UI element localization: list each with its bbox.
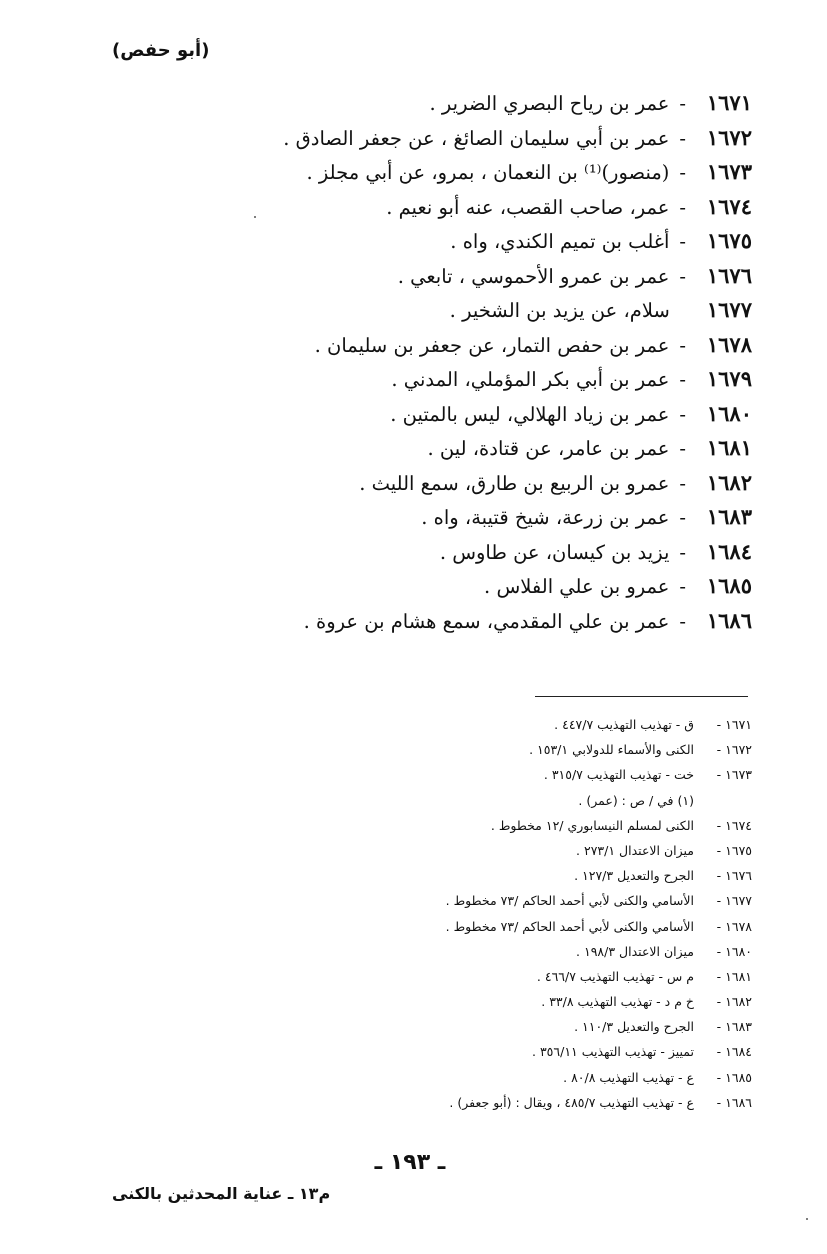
footnote-text: ميزان الاعتدال ١٩٨/٣ .	[576, 943, 694, 959]
entry-text: (منصور)⁽¹⁾ بن النعمان ، بمرو، عن أبي مجلز .	[306, 161, 670, 184]
entry-row	[192, 155, 752, 190]
entry-text: عمر بن حفص التمار، عن جعفر بن سليمان .	[314, 333, 670, 357]
entry-dash: -	[679, 230, 686, 253]
footnote-row	[282, 989, 752, 1014]
entry-dash: -	[679, 437, 686, 460]
entry-row	[192, 397, 752, 432]
entry-row	[192, 604, 752, 639]
footnote-text: ع - تهذيب التهذيب ٤٨٥/٧ ، ويقال : (أبو جعفر) .	[449, 1094, 694, 1110]
footnote-text: ميزان الاعتدال ٢٧٣/١ .	[576, 842, 694, 858]
footnote-text: الكنى لمسلم النيسابوري /١٢ مخطوط .	[490, 817, 694, 833]
footnote-text: خت - تهذيب التهذيب ٣١٥/٧ .	[543, 767, 694, 783]
entry-dash: -	[679, 402, 686, 426]
footnote-number: ١٦٧٦ -	[716, 868, 752, 884]
entry-row	[192, 86, 752, 121]
page-footer: م١٣ ـ عناية المحدثين بالكنى	[112, 1184, 331, 1203]
footnote-text: الجرح والتعديل ١١٠/٣ .	[574, 1019, 694, 1035]
footnote-row	[282, 1039, 752, 1064]
footnote-number: ١٦٧٧ -	[716, 893, 752, 909]
entry-text: عمر بن علي المقدمي، سمع هشام بن عروة .	[303, 609, 670, 633]
entry-dash	[680, 294, 686, 329]
footnote-divider	[535, 696, 748, 697]
entry-number: ١٦٧٤	[706, 193, 752, 219]
footnote-row	[282, 964, 752, 989]
footnote-row	[282, 863, 752, 888]
entry-number: ١٦٧٧	[706, 297, 752, 322]
footnote-number: ١٦٧٨ -	[716, 918, 752, 934]
entry-row	[192, 500, 752, 535]
entry-text: عمر بن أبي بكر المؤملي، المدني .	[391, 368, 670, 391]
footnotes-list	[282, 712, 752, 1115]
footnote-text: (١) في / ص : (عمر) .	[578, 792, 694, 808]
entry-number: ١٦٧٨	[706, 331, 752, 357]
footnote-text: الأسامي والكنى لأبي أحمد الحاكم /٧٣ مخطوط .	[445, 918, 694, 934]
footnote-number: ١٦٨٢ -	[716, 994, 752, 1010]
entry-row	[192, 293, 752, 328]
entry-dash: -	[679, 609, 686, 633]
entry-number: ١٦٨٤	[706, 538, 752, 564]
entry-row	[192, 224, 752, 259]
entry-text: عمر بن رياح البصري الضرير .	[429, 92, 670, 115]
entry-text: يزيد بن كيسان، عن طاوس .	[439, 540, 670, 564]
footnote-number: ١٦٧٣ -	[716, 767, 752, 783]
entry-text: عمرو بن علي الفلاس .	[484, 575, 670, 598]
footnote-number: ١٦٧١ -	[716, 717, 752, 732]
entry-number: ١٦٧٥	[706, 228, 752, 253]
entry-row	[192, 259, 752, 294]
footnote-text: ق - تهذيب التهذيب ٤٤٧/٧ .	[554, 717, 694, 732]
footnote-row	[282, 1065, 752, 1090]
entry-dash: -	[679, 333, 686, 357]
entry-number: ١٦٧٢	[706, 124, 752, 150]
entry-row	[192, 362, 752, 397]
footnote-row	[282, 788, 752, 813]
footnote-row	[282, 838, 752, 863]
entry-number: ١٦٧١	[706, 90, 752, 115]
entry-text: عمر بن عمرو الأحموسي ، تابعي .	[397, 264, 670, 288]
entry-number: ١٦٧٦	[706, 262, 752, 288]
entry-number: ١٦٨٠	[706, 400, 752, 426]
footnote-number: ١٦٧٤ -	[716, 817, 752, 833]
footnote-row	[282, 914, 752, 939]
footnote-number: ١٦٨٥ -	[716, 1069, 752, 1085]
entry-dash: -	[679, 575, 686, 598]
entry-text: أغلب بن تميم الكندي، واه .	[450, 230, 670, 253]
entry-text: عمرو بن الربيع بن طارق، سمع الليث .	[359, 471, 670, 495]
footnote-number: ١٦٨٤ -	[716, 1044, 752, 1060]
entry-number: ١٦٨٦	[706, 607, 752, 633]
scan-speck	[254, 216, 256, 218]
footnote-row	[282, 1014, 752, 1039]
footnote-number: ١٦٧٢ -	[716, 742, 752, 758]
entry-row	[192, 431, 752, 466]
scan-speck	[806, 1218, 808, 1220]
footnote-number: ١٦٨٦ -	[716, 1094, 752, 1110]
footnote-row	[282, 712, 752, 737]
entry-number: ١٦٨٢	[706, 469, 752, 495]
footnote-row	[282, 1090, 752, 1115]
entry-dash: -	[679, 540, 686, 564]
footnote-text: الكنى والأسماء للدولابي ١٥٣/١ .	[529, 742, 694, 758]
entry-text: عمر، صاحب القصب، عنه أبو نعيم .	[386, 195, 670, 219]
footnote-row	[282, 737, 752, 762]
footnote-text: الجرح والتعديل ١٢٧/٣ .	[574, 868, 694, 884]
footnote-number: ١٦٨١ -	[716, 968, 752, 984]
entry-dash: -	[679, 471, 686, 495]
entry-number: ١٦٨٥	[706, 573, 752, 598]
entry-dash: -	[679, 264, 686, 288]
entry-dash: -	[679, 195, 686, 219]
entry-dash: -	[679, 126, 686, 150]
footnote-text: ع - تهذيب التهذيب ٨٠/٨ .	[563, 1069, 694, 1085]
footnote-row	[282, 939, 752, 964]
entry-row	[192, 535, 752, 570]
entry-text: عمر بن زياد الهلالي، ليس بالمتين .	[390, 402, 670, 426]
entry-row	[192, 328, 752, 363]
entry-dash: -	[679, 161, 686, 184]
entry-number: ١٦٨٣	[706, 504, 752, 529]
entry-dash: -	[679, 92, 686, 115]
entry-dash: -	[679, 506, 686, 529]
footnote-text: خ م د - تهذيب التهذيب ٣٣/٨ .	[541, 994, 694, 1010]
footnote-number: ١٦٧٥ -	[716, 842, 752, 858]
footnote-row	[282, 813, 752, 838]
entry-text: عمر بن أبي سليمان الصائغ ، عن جعفر الصادق .	[283, 126, 670, 150]
footnote-text: الأسامي والكنى لأبي أحمد الحاكم /٧٣ مخطوط .	[445, 893, 694, 909]
entry-number: ١٦٧٩	[706, 366, 752, 391]
entry-number: ١٦٧٣	[706, 159, 752, 184]
entry-row	[192, 190, 752, 225]
entry-text: عمر بن عامر، عن قتادة، لين .	[427, 437, 670, 460]
entry-text: عمر بن زرعة، شيخ قتيبة، واه .	[421, 506, 670, 529]
entry-dash: -	[679, 368, 686, 391]
footnote-text: م س - تهذيب التهذيب ٤٦٦/٧ .	[536, 968, 694, 984]
page-number: ـ ١٩٣ ـ	[374, 1150, 446, 1175]
footnote-row	[282, 888, 752, 913]
footnote-text: تمييز - تهذيب التهذيب ٣٥٦/١١ .	[532, 1044, 694, 1060]
footnote-row	[282, 762, 752, 787]
footnote-number: ١٦٨٣ -	[716, 1019, 752, 1035]
page-header: (أبو حفص)	[112, 40, 210, 61]
entry-row	[192, 466, 752, 501]
footnote-number: ١٦٨٠ -	[716, 943, 752, 959]
entry-number: ١٦٨١	[706, 435, 752, 460]
entry-text: سلام، عن يزيد بن الشخير .	[449, 299, 670, 322]
entry-row	[192, 569, 752, 604]
entry-row	[192, 121, 752, 156]
entries-list	[192, 86, 752, 638]
